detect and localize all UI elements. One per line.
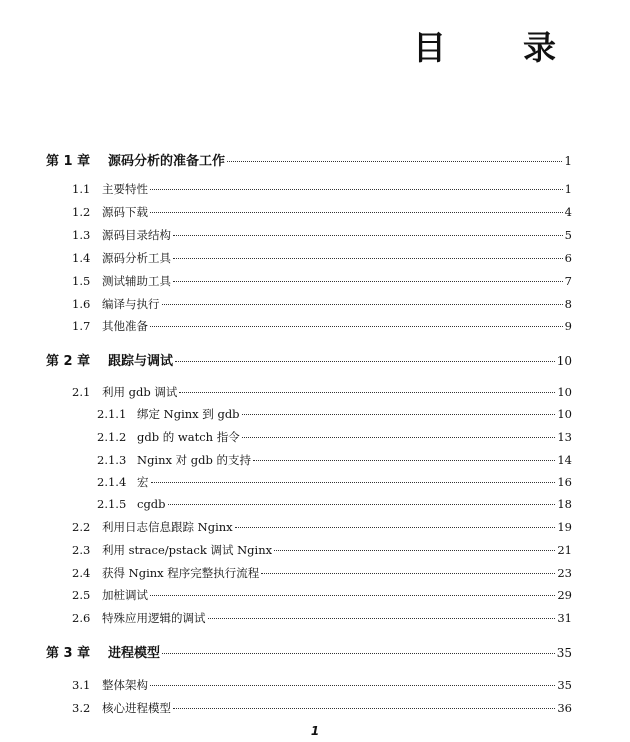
toc-entry-page: 35 <box>556 646 572 660</box>
toc-subsection-entry[interactable] <box>97 474 572 490</box>
toc-leader-dots <box>173 235 563 236</box>
toc-entry-page: 7 <box>564 274 572 288</box>
toc-entry-page: 1 <box>564 154 572 168</box>
toc-entry-title: Nginx 对 gdb 的支持 <box>137 453 252 467</box>
toc-leader-dots <box>168 504 556 505</box>
toc-entry-page: 18 <box>557 497 572 511</box>
toc-entry-page: 14 <box>557 453 572 467</box>
toc-entry-title: 源码下载 <box>102 205 148 219</box>
toc-leader-dots <box>274 550 555 551</box>
toc-entry-title: cgdb <box>137 497 166 511</box>
toc-entry-number: 2.3 <box>72 543 91 557</box>
toc-leader-dots <box>261 573 555 574</box>
toc-section-entry[interactable] <box>72 296 572 312</box>
toc-entry-number: 1.1 <box>72 182 91 196</box>
toc-entry-number: 2.4 <box>72 566 91 580</box>
toc-entry-title: 利用 gdb 调试 <box>102 385 178 399</box>
toc-entry-title: 利用 strace/pstack 调试 Nginx <box>102 543 273 557</box>
toc-entry-number: 1.2 <box>72 205 91 219</box>
toc-entry-number: 1.5 <box>72 274 91 288</box>
toc-entry-title: 获得 Nginx 程序完整执行流程 <box>102 566 260 580</box>
toc-entry-number: 2.2 <box>72 520 91 534</box>
toc-section-entry[interactable] <box>72 384 572 400</box>
toc-entry-page: 31 <box>557 611 572 625</box>
toc-entry-number: 2.1.2 <box>97 430 127 444</box>
toc-entry-page: 6 <box>564 251 572 265</box>
toc-entry-page: 9 <box>564 319 572 333</box>
toc-leader-dots <box>150 189 563 190</box>
toc-entry-title: 源码目录结构 <box>102 228 171 242</box>
toc-entry-number: 3.2 <box>72 701 91 715</box>
toc-entry-number: 1.4 <box>72 251 91 265</box>
toc-entry-number: 1.6 <box>72 297 91 311</box>
toc-entry-number: 2.1 <box>72 385 91 399</box>
toc-section-entry[interactable] <box>72 250 572 266</box>
toc-leader-dots <box>150 595 555 596</box>
toc-section-entry[interactable] <box>72 318 572 334</box>
toc-leader-dots <box>173 258 563 259</box>
toc-entry-page: 29 <box>557 588 572 602</box>
toc-entry-title: 加桩调试 <box>102 588 148 602</box>
toc-leader-dots <box>151 482 556 483</box>
toc-leader-dots <box>242 437 556 438</box>
toc-entry-title: gdb 的 watch 指令 <box>137 430 240 444</box>
toc-leader-dots <box>162 653 555 654</box>
toc-entry-title: 主要特性 <box>102 182 148 196</box>
toc-entry-title: 核心进程模型 <box>102 701 171 715</box>
toc-entry-number: 第 2 章 <box>46 354 91 369</box>
toc-entry-title: 宏 <box>137 475 149 489</box>
toc-entry-title: 跟踪与调试 <box>108 354 174 369</box>
toc-entry-title: 利用日志信息跟踪 Nginx <box>102 520 233 534</box>
toc-leader-dots <box>253 460 555 461</box>
toc-entry-page: 5 <box>564 228 572 242</box>
toc-entry-title: 进程模型 <box>108 646 161 661</box>
toc-entry-page: 35 <box>557 678 572 692</box>
toc-leader-dots <box>173 708 555 709</box>
toc-entry-number: 2.5 <box>72 588 91 602</box>
page-number: 1 <box>310 724 320 738</box>
toc-entry-number: 第 1 章 <box>46 154 91 169</box>
toc-leader-dots <box>150 685 555 686</box>
toc-entry-page: 10 <box>557 407 572 421</box>
toc-leader-dots <box>173 281 563 282</box>
toc-entry-page: 36 <box>557 701 572 715</box>
toc-entry-page: 19 <box>557 520 572 534</box>
toc-entry-number: 2.1.1 <box>97 407 127 421</box>
toc-entry-number: 1.3 <box>72 228 91 242</box>
toc-section-entry[interactable] <box>72 542 572 558</box>
toc-leader-dots <box>227 161 562 162</box>
toc-entry-title: 其他准备 <box>102 319 148 333</box>
toc-leader-dots <box>235 527 556 528</box>
toc-entry-number: 2.1.4 <box>97 475 127 489</box>
toc-section-entry[interactable] <box>72 610 572 626</box>
toc-chapter-entry[interactable] <box>46 150 572 169</box>
toc-section-entry[interactable] <box>72 677 572 693</box>
toc-entry-title: 测试辅助工具 <box>102 274 171 288</box>
toc-entry-title: 源码分析的准备工作 <box>108 154 226 169</box>
toc-entry-title: 绑定 Nginx 到 gdb <box>137 407 240 421</box>
toc-chapter-entry[interactable] <box>46 350 572 369</box>
toc-entry-page: 21 <box>557 543 572 557</box>
toc-entry-page: 8 <box>564 297 572 311</box>
toc-chapter-entry[interactable] <box>46 642 572 661</box>
toc-subsection-entry[interactable] <box>97 497 572 511</box>
toc-entry-number: 2.1.3 <box>97 453 127 467</box>
toc-section-entry[interactable] <box>72 273 572 289</box>
toc-leader-dots <box>208 618 556 619</box>
toc-entry-number: 第 3 章 <box>46 646 91 661</box>
toc-entry-page: 13 <box>557 430 572 444</box>
page-title: 目 录 <box>413 28 578 67</box>
toc-subsection-entry[interactable] <box>97 429 572 445</box>
toc-leader-dots <box>150 326 563 327</box>
toc-section-entry[interactable] <box>72 565 572 581</box>
toc-leader-dots <box>162 304 563 305</box>
toc-entry-number: 2.1.5 <box>97 497 127 511</box>
toc-section-entry[interactable] <box>72 519 572 535</box>
toc-entry-title: 编译与执行 <box>102 297 160 311</box>
toc-leader-dots <box>242 414 556 415</box>
toc-section-entry[interactable] <box>72 227 572 243</box>
toc-entry-page: 10 <box>556 354 572 368</box>
toc-section-entry[interactable] <box>72 587 572 603</box>
toc-entry-page: 1 <box>564 182 572 196</box>
toc-entry-page: 23 <box>557 566 572 580</box>
toc-section-entry[interactable] <box>72 700 572 716</box>
toc-section-entry[interactable] <box>72 181 572 197</box>
toc-leader-dots <box>175 361 555 362</box>
toc-subsection-entry[interactable] <box>97 406 572 422</box>
toc-entry-number: 2.6 <box>72 611 91 625</box>
toc-subsection-entry[interactable] <box>97 452 572 468</box>
toc-entry-number: 1.7 <box>72 319 91 333</box>
toc-entry-page: 4 <box>564 205 572 219</box>
toc-section-entry[interactable] <box>72 204 572 220</box>
toc-entry-title: 源码分析工具 <box>102 251 171 265</box>
toc-leader-dots <box>150 212 563 213</box>
toc-leader-dots <box>179 392 555 393</box>
toc-entry-title: 整体架构 <box>102 678 148 692</box>
toc-entry-page: 16 <box>557 475 572 489</box>
toc-entry-number: 3.1 <box>72 678 91 692</box>
toc-entry-page: 10 <box>557 385 572 399</box>
toc-entry-title: 特殊应用逻辑的调试 <box>102 611 206 625</box>
